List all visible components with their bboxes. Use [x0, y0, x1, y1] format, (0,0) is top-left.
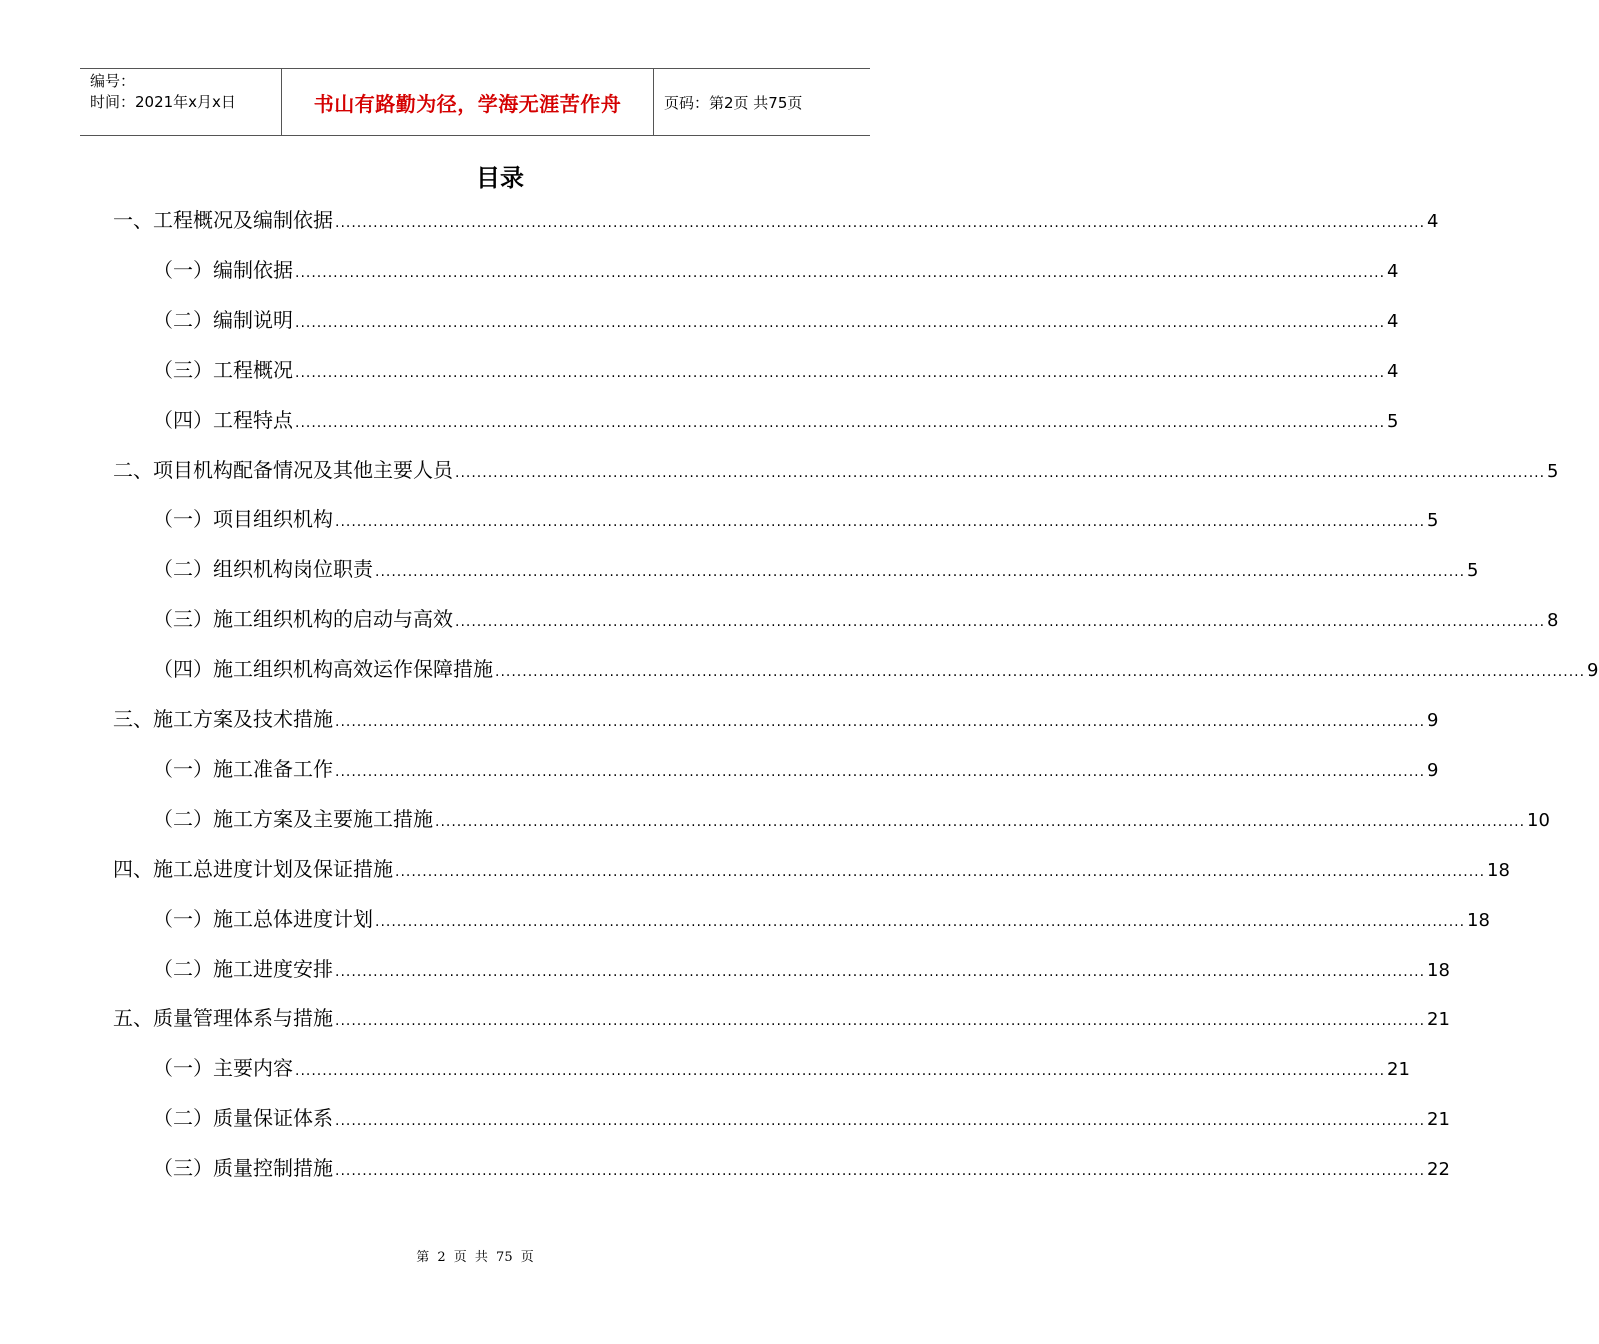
toc-entry-label: （一）主要内容: [153, 1056, 293, 1081]
toc-leader-dots: ........................................................................................................................................................................................................: [495, 664, 1586, 681]
toc-entry-page: 18: [1427, 959, 1450, 981]
toc-leader-dots: ........................................................................................................................................................................................................: [335, 1113, 1426, 1130]
toc-entry-label: 一、工程概况及编制依据: [113, 208, 333, 232]
toc-entry[interactable]: [113, 854, 1510, 884]
toc-leader-dots: ........................................................................................................................................................................................................: [295, 314, 1386, 331]
toc-entry-page: 4: [1427, 211, 1439, 232]
number-label: 编号：: [90, 72, 136, 90]
time-label: 时间：2021年x月x日: [90, 93, 236, 111]
toc-entry-label: 二、项目机构配备情况及其他主要人员: [113, 457, 453, 482]
toc-entry-page: 18: [1487, 859, 1510, 881]
toc-entry[interactable]: [113, 455, 1559, 485]
toc-leader-dots: ........................................................................................................................................................................................................: [335, 963, 1426, 980]
toc-entry[interactable]: [153, 405, 1399, 435]
toc-entry[interactable]: [153, 1153, 1450, 1183]
toc-entry-label: （三）施工组织机构的启动与高效: [153, 607, 453, 632]
toc-entry-label: （三）质量控制措施: [153, 1156, 333, 1181]
toc-entry[interactable]: [153, 1103, 1450, 1133]
toc-entry[interactable]: [153, 904, 1490, 934]
toc-entry-page: 4: [1387, 310, 1399, 332]
toc-leader-dots: ........................................................................................................................................................................................................: [295, 264, 1386, 281]
toc-entry-label: 四、施工总进度计划及保证措施: [113, 856, 393, 881]
toc-entry-page: 21: [1427, 1009, 1450, 1031]
toc-entry[interactable]: [153, 604, 1559, 634]
toc-leader-dots: ........................................................................................................................................................................................................: [295, 1063, 1386, 1080]
toc-leader-dots: ........................................................................................................................................................................................................: [435, 813, 1526, 830]
toc-entry-label: （一）项目组织机构: [153, 507, 333, 532]
toc-entry-page: 21: [1427, 1109, 1450, 1131]
toc-entry-page: 9: [1587, 660, 1599, 682]
toc-entry-label: （三）工程概况: [153, 357, 293, 382]
toc-entry[interactable]: [153, 804, 1550, 834]
toc-entry-page: 9: [1427, 710, 1439, 731]
toc-entry-page: 18: [1467, 909, 1490, 931]
toc-entry[interactable]: [153, 305, 1399, 335]
toc-entry-label: （二）组织机构岗位职责: [153, 557, 373, 582]
toc-entry-label: 五、质量管理体系与措施: [113, 1006, 333, 1031]
toc-entry-page: 5: [1467, 560, 1479, 582]
toc-entry[interactable]: [113, 704, 1439, 734]
toc-entry-page: 8: [1547, 610, 1559, 632]
toc-entry[interactable]: [153, 504, 1439, 534]
toc-entry-page: 5: [1427, 510, 1439, 532]
toc-entry[interactable]: [113, 205, 1439, 235]
toc-entry[interactable]: [153, 754, 1439, 784]
toc-entry-label: （二）编制说明: [153, 307, 293, 332]
toc-entry-label: （二）施工方案及主要施工措施: [153, 806, 433, 831]
toc-entry[interactable]: [153, 554, 1479, 584]
toc-title: 目录: [476, 164, 524, 192]
toc-entry-label: 三、施工方案及技术措施: [113, 707, 333, 731]
toc-entry-page: 9: [1427, 759, 1439, 781]
toc-entry[interactable]: [113, 1003, 1450, 1033]
toc-leader-dots: ........................................................................................................................................................................................................: [395, 863, 1486, 880]
toc-leader-dots: ........................................................................................................................................................................................................: [375, 913, 1466, 930]
toc-entry-page: 4: [1387, 260, 1399, 282]
toc-leader-dots: ........................................................................................................................................................................................................: [335, 1163, 1426, 1180]
toc-leader-dots: ........................................................................................................................................................................................................: [335, 215, 1426, 231]
toc-entry-label: （四）工程特点: [153, 407, 293, 432]
page-info: 页码：第2页 共75页: [664, 93, 803, 112]
toc-leader-dots: ........................................................................................................................................................................................................: [335, 714, 1426, 730]
toc-leader-dots: ........................................................................................................................................................................................................: [335, 514, 1426, 531]
toc-entry-label: （四）施工组织机构高效运作保障措施: [153, 657, 493, 682]
toc-entry[interactable]: [153, 1053, 1410, 1083]
toc-entry-page: 10: [1527, 809, 1550, 831]
motto-text: 书山有路勤为径，学海无涯苦作舟: [313, 91, 622, 116]
toc-entry-label: （二）质量保证体系: [153, 1106, 333, 1131]
toc-entry-label: （一）施工准备工作: [153, 756, 333, 781]
toc-leader-dots: ........................................................................................................................................................................................................: [335, 1013, 1426, 1030]
toc-entry[interactable]: [153, 255, 1399, 285]
toc-entry[interactable]: [153, 954, 1450, 984]
toc-entry[interactable]: [153, 654, 1599, 684]
toc-entry-page: 4: [1387, 360, 1399, 382]
toc-leader-dots: ........................................................................................................................................................................................................: [455, 464, 1546, 481]
toc-leader-dots: ........................................................................................................................................................................................................: [455, 614, 1546, 631]
toc-entry-label: （一）编制依据: [153, 257, 293, 282]
toc-entry-page: 5: [1547, 460, 1559, 482]
toc-entry-label: （二）施工进度安排: [153, 956, 333, 981]
toc-leader-dots: ........................................................................................................................................................................................................: [295, 364, 1386, 381]
toc-leader-dots: ........................................................................................................................................................................................................: [375, 564, 1466, 581]
toc-entry-page: 5: [1387, 410, 1399, 432]
toc-entry-page: 21: [1387, 1059, 1410, 1081]
toc-leader-dots: ........................................................................................................................................................................................................: [295, 414, 1386, 431]
toc-entry-page: 22: [1427, 1159, 1450, 1181]
toc-entry-label: （一）施工总体进度计划: [153, 906, 373, 931]
page-footer: 第 2 页 共 75 页: [416, 1250, 534, 1265]
toc-leader-dots: ........................................................................................................................................................................................................: [335, 763, 1426, 780]
toc-entry[interactable]: [153, 355, 1399, 385]
